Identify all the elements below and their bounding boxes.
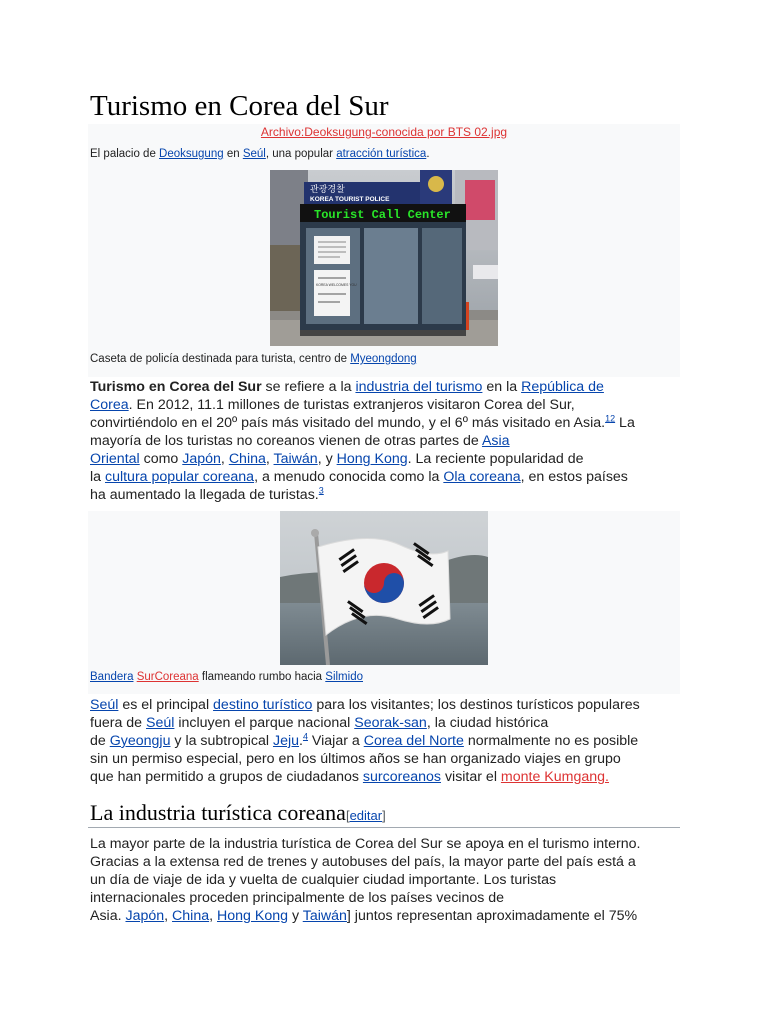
led-sign-text: Tourist Call Center — [314, 208, 451, 222]
section-heading-text: La industria turística coreana — [90, 800, 346, 825]
link-surcoreana[interactable]: SurCoreana — [136, 671, 199, 683]
destinations-paragraph — [90, 696, 680, 786]
text: se refiere a la — [261, 379, 356, 395]
section-heading — [90, 800, 386, 826]
text: que han permitido a grupos de ciudadanos — [90, 769, 363, 785]
sign-english-text: KOREA TOURIST POLICE — [310, 196, 390, 203]
text: Viajar a — [307, 733, 364, 749]
link-asia-oriental-2[interactable]: Oriental — [90, 451, 140, 467]
caption-text: . — [426, 148, 430, 160]
text: , — [209, 908, 217, 924]
text-line — [90, 414, 680, 432]
link-seorak-san[interactable]: Seorak-san — [354, 715, 427, 731]
link-republica-de-corea[interactable]: República de — [521, 379, 604, 395]
text: , en estos países — [520, 469, 628, 485]
text-line — [90, 907, 680, 925]
link-silmido[interactable]: Silmido — [325, 671, 363, 683]
link-asia-oriental[interactable]: Asia — [481, 433, 510, 449]
text-line — [90, 378, 680, 396]
text: y — [288, 908, 303, 924]
police-booth-photo[interactable] — [270, 170, 498, 346]
figure-panel-police-booth — [88, 124, 680, 377]
text: convirtiéndolo en el 20º país más visitado del mundo, y el 6º más visitado en Asia. — [90, 415, 606, 431]
link-atraccion-turistica[interactable]: atracción turística — [336, 148, 427, 160]
link-myeongdong[interactable]: Myeongdong — [350, 353, 417, 365]
text-line — [90, 768, 680, 786]
link-corea-del-norte[interactable]: Corea del Norte — [363, 733, 464, 749]
link-deoksugung[interactable]: Deoksugung — [159, 148, 224, 160]
link-gyeongju[interactable]: Gyeongju — [109, 733, 171, 749]
text: de — [90, 733, 110, 749]
text: sin un permiso especial, pero en los últimos años se han organizado viajes en grupo — [90, 751, 621, 767]
text: para los visitantes; los destinos turísticos populares — [312, 697, 640, 713]
text: , — [265, 451, 274, 467]
link-cultura-popular-coreana[interactable]: cultura popular coreana — [104, 469, 255, 485]
link-hong-kong[interactable]: Hong Kong — [217, 908, 288, 924]
text: fuera de — [90, 715, 147, 731]
text: y la subtropical — [170, 733, 273, 749]
link-ola-coreana[interactable]: Ola coreana — [443, 469, 521, 485]
caption-deoksugung — [90, 148, 430, 160]
link-taiwan[interactable]: Taiwán — [273, 451, 318, 467]
ref-4[interactable]: 4 — [302, 731, 308, 742]
edit-bracket: ] — [382, 808, 386, 823]
link-japon[interactable]: Japón — [182, 451, 221, 467]
text: . La reciente popularidad de — [407, 451, 584, 467]
text: en la — [482, 379, 522, 395]
text: , a menudo conocida como la — [254, 469, 444, 485]
text-line — [90, 450, 680, 468]
text-line — [90, 396, 680, 414]
figure-panel-flag — [88, 511, 680, 694]
section-divider — [88, 827, 680, 828]
caption-text: , una popular — [265, 148, 337, 160]
text: . — [299, 733, 303, 749]
link-seul[interactable]: Seúl — [90, 697, 119, 713]
edit-bracket: [ — [345, 808, 350, 823]
caption-text: en — [223, 148, 243, 160]
link-china[interactable]: China — [172, 908, 210, 924]
text: visitar el — [441, 769, 501, 785]
link-hong-kong[interactable]: Hong Kong — [336, 451, 408, 467]
file-link-row — [88, 125, 680, 139]
caption-text: flameando rumbo hacia — [198, 671, 326, 683]
text-line: Gracias a la extensa red de trenes y autobuses del país, la mayor parte del país está a — [90, 854, 636, 870]
caption-text: Caseta de policía destinada para turista, centro de — [90, 353, 351, 365]
link-industria-turismo[interactable]: industria del turismo — [355, 379, 483, 395]
page-title: Turismo en Corea del Sur — [90, 90, 389, 122]
caption-text: El palacio de — [90, 148, 160, 160]
caption-police-booth — [90, 353, 417, 365]
text: mayoría de los turistas no coreanos vienen de otras partes de — [90, 433, 482, 449]
link-republica-de-corea-2[interactable]: Corea — [90, 397, 129, 413]
text: es el principal — [118, 697, 214, 713]
text-line — [90, 696, 680, 714]
text: , la ciudad histórica — [426, 715, 549, 731]
link-jeju[interactable]: Jeju — [272, 733, 300, 749]
text: como — [139, 451, 183, 467]
text: normalmente no es posible — [463, 733, 639, 749]
flag-photo[interactable] — [280, 511, 488, 665]
link-surcoreanos[interactable]: surcoreanos — [362, 769, 441, 785]
link-taiwan[interactable]: Taiwán — [302, 908, 347, 924]
text-line — [90, 732, 680, 750]
ref-3[interactable]: 3 — [318, 485, 324, 496]
text-line: La mayor parte de la industria turística de Corea del Sur se apoya en el turismo interno. — [90, 836, 641, 852]
text-line — [90, 486, 680, 504]
ref-12[interactable]: 12 — [605, 413, 616, 424]
text: ha aumentado la llegada de turistas. — [90, 487, 319, 503]
text-line: un día de viaje de ida y vuelta de cualquier ciudad importante. Los turistas — [90, 872, 557, 888]
link-china[interactable]: China — [228, 451, 266, 467]
industry-paragraph — [90, 835, 680, 925]
link-japon[interactable]: Japón — [125, 908, 165, 924]
police-booth-image — [270, 170, 498, 346]
link-seul-2[interactable]: Seúl — [146, 715, 175, 731]
text: La — [615, 415, 635, 431]
poster-text: KOREA WELCOMES YOU — [316, 283, 357, 287]
text-line — [90, 750, 680, 768]
text-line — [90, 432, 680, 450]
link-seul[interactable]: Seúl — [242, 148, 266, 160]
text: la — [90, 469, 105, 485]
text: , — [164, 908, 173, 924]
text: . En 2012, 11.1 millones de turistas extranjeros visitaron Corea del Sur, — [128, 397, 575, 413]
link-monte-kumgang[interactable]: monte Kumgang. — [500, 769, 609, 785]
edit-link[interactable]: editar — [349, 808, 383, 823]
korean-flag-image — [280, 511, 488, 665]
text-line — [90, 468, 680, 486]
sign-korean-text: 관광경찰 — [310, 185, 345, 195]
text: Asia. — [90, 908, 126, 924]
text-line — [90, 714, 680, 732]
bold-term: Turismo en Corea del Sur — [90, 379, 262, 395]
text: ] juntos representan aproximadamente el 75% — [346, 908, 638, 924]
link-bandera[interactable]: Bandera — [90, 671, 134, 683]
text: incluyen el parque nacional — [174, 715, 355, 731]
text: , y — [317, 451, 337, 467]
file-link[interactable]: Archivo:Deoksugung-conocida por BTS 02.jpg — [260, 125, 508, 139]
intro-paragraph — [90, 378, 680, 504]
caption-flag — [90, 671, 363, 683]
text-line: internacionales proceden principalmente de los países vecinos de — [90, 890, 505, 906]
link-destino-turistico[interactable]: destino turístico — [213, 697, 313, 713]
text: , — [220, 451, 229, 467]
